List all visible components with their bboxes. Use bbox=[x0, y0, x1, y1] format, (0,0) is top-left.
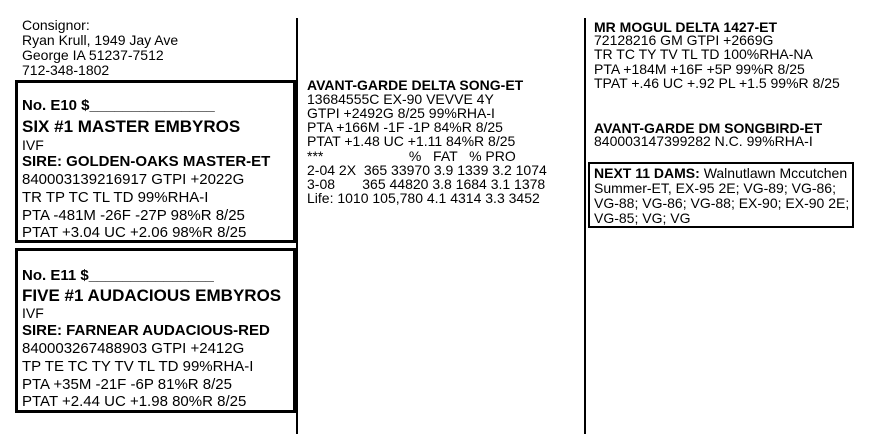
sire-tests: TR TC TY TV TL TD 100%RHA-NA bbox=[594, 46, 813, 62]
consignor-name-address: Ryan Krull, 1949 Jay Ave bbox=[22, 32, 179, 48]
consignor-label: Consignor: bbox=[22, 17, 90, 33]
column-divider-left bbox=[296, 18, 298, 434]
lot-e11-title: FIVE #1 AUDACIOUS EMBYROS bbox=[22, 286, 282, 305]
lot-e11-number: No. E11 $_______________ bbox=[22, 267, 214, 284]
dam-ptat: PTAT +1.48 UC +1.11 84%R 8/25 bbox=[307, 133, 516, 149]
next-dams-first-line bbox=[594, 166, 847, 181]
next-dams-line: VG-88; VG-86; VG-88; EX-90; EX-90 2E; bbox=[594, 195, 850, 211]
next-dams-label: NEXT 11 DAMS: bbox=[594, 165, 700, 181]
lot-e11-sire: SIRE: FARNEAR AUDACIOUS-RED bbox=[22, 322, 270, 339]
lot-e11-tests: TP TE TC TY TV TL TD 99%RHA-I bbox=[22, 358, 254, 375]
dam-id: 13684555C EX-90 VEVVE 4Y bbox=[307, 91, 494, 107]
consignor-phone: 712-348-1802 bbox=[22, 62, 110, 78]
lot-e10-ptat: PTAT +3.04 UC +2.06 98%R 8/25 bbox=[22, 224, 247, 241]
dam-gtpi: GTPI +2492G 8/25 99%RHA-I bbox=[307, 105, 495, 121]
dam-pta: PTA +166M -1F -1P 84%R 8/25 bbox=[307, 119, 503, 135]
lot-e10-title: SIX #1 MASTER EMBYROS bbox=[22, 117, 241, 136]
dam-record-row: 2-04 2X 365 33970 3.9 1339 3.2 1074 bbox=[307, 162, 547, 178]
lot-e10-id: 840003139216917 GTPI +2022G bbox=[22, 171, 245, 188]
lot-e11-ptat: PTAT +2.44 UC +1.98 80%R 8/25 bbox=[22, 393, 247, 410]
lot-e10-number: No. E10 $_______________ bbox=[22, 97, 215, 114]
next-dams-line: VG-85; VG; VG bbox=[594, 210, 691, 226]
dam-record-life: Life: 1010 105,780 4.1 4314 3.3 3452 bbox=[307, 190, 540, 206]
next-dams-text: Walnutlawn Mccutchen bbox=[699, 165, 848, 181]
lot-e11-id: 840003267488903 GTPI +2412G bbox=[22, 340, 245, 357]
lot-e10-tests: TR TP TC TL TD 99%RHA-I bbox=[22, 189, 209, 206]
dam2-name: AVANT-GARDE DM SONGBIRD-ET bbox=[594, 120, 823, 136]
column-divider-right bbox=[584, 18, 586, 434]
dam2-id: 840003147399282 N.C. 99%RHA-I bbox=[594, 133, 813, 149]
lot-e11-type: IVF bbox=[22, 305, 44, 321]
lot-e10-pta: PTA -481M -26F -27P 98%R 8/25 bbox=[22, 207, 245, 224]
sire-name: MR MOGUL DELTA 1427-ET bbox=[594, 19, 778, 35]
dam-record-header: *** % FAT % PRO bbox=[307, 148, 516, 164]
lot-e11-pta: PTA +35M -21F -6P 81%R 8/25 bbox=[22, 376, 232, 393]
dam-record-row: 3-08 365 44820 3.8 1684 3.1 1378 bbox=[307, 176, 546, 192]
sire-tpat: TPAT +.46 UC +.92 PL +1.5 99%R 8/25 bbox=[594, 75, 840, 91]
dam-name: AVANT-GARDE DELTA SONG-ET bbox=[307, 77, 524, 93]
sire-pta: PTA +184M +16F +5P 99%R 8/25 bbox=[594, 61, 805, 77]
next-dams-line: Summer-ET, EX-95 2E; VG-89; VG-86; bbox=[594, 180, 836, 196]
sire-id: 72128216 GM GTPI +2669G bbox=[594, 32, 774, 48]
consignor-city: George IA 51237-7512 bbox=[22, 47, 164, 63]
lot-e10-sire: SIRE: GOLDEN-OAKS MASTER-ET bbox=[22, 153, 271, 170]
lot-e10-type: IVF bbox=[22, 137, 44, 153]
